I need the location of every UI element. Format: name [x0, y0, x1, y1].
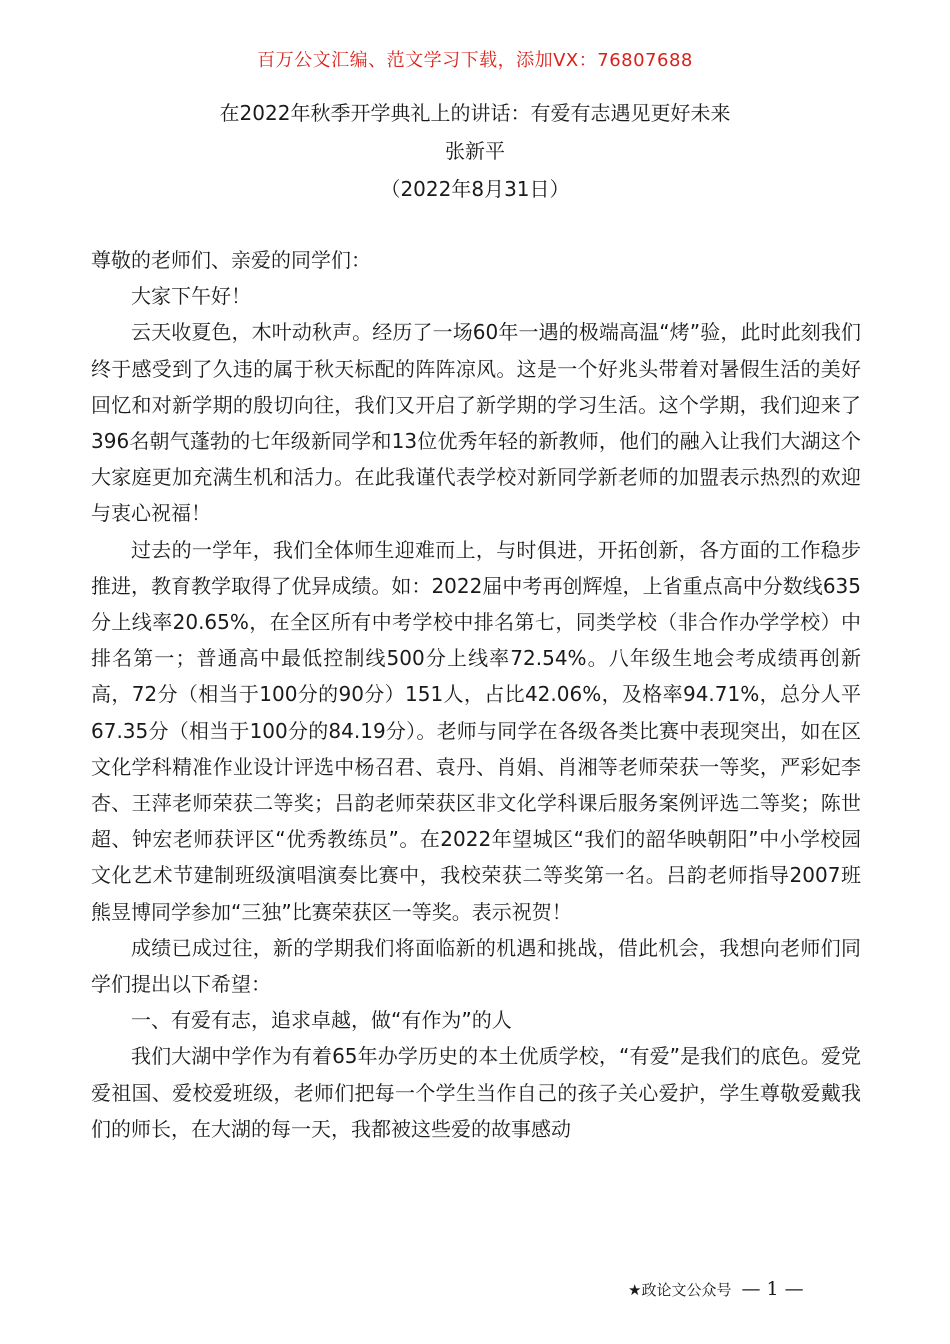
body-text — [91, 242, 861, 1147]
paragraph-transition: 成绩已成过往，新的学期我们将面临新的机遇和挑战，借此机会，我想向老师们同学们提出以下希望： — [91, 935, 861, 997]
author-name: 张新平 — [445, 139, 505, 163]
page-number: — 1 — — [741, 1278, 804, 1300]
section-heading-1: 一、有爱有志，追求卓越，做“有作为”的人 — [131, 1008, 512, 1033]
footer-label: ★政论文公众号 — [628, 1281, 732, 1299]
paragraph-intro: 云天收夏色，木叶动秋声。经历了一场60年一遇的极端高温“烤”验，此时此刻我们终于感受到了久违的属于秋天标配的阵阵凉风。这是一个好兆头带着对暑假生活的美好回忆和对新学期的殷切向往，我们又开启了新学期的学习生活。这个学期，我们迎来了396名朝气蓬勃的七年级新同学和13位优秀年轻的新教师，他们的融入让我们大湖这个大家庭更加充满生机和活力。在此我谨代表学校对新同学新老师的加盟表示热烈的欢迎与衷心祝福！ — [91, 320, 861, 526]
title-block — [0, 96, 950, 210]
paragraph-greeting: 大家下午好！ — [131, 284, 251, 309]
salutation: 尊敬的老师们、亲爱的同学们： — [91, 248, 371, 272]
document-title: 在2022年秋季开学典礼上的讲话：有爱有志遇见更好未来 — [219, 101, 731, 125]
paragraph-section-1: 我们大湖中学作为有着65年办学历史的本土优质学校，“有爱”是我们的底色。爱党爱祖国、爱校爱班级，老师们把每一个学生当作自己的孩子关心爱护，学生尊敬爱戴我们的师长，在大湖的每一天，我都被这些爱的故事感动 — [91, 1044, 861, 1141]
speech-date: （2022年8月31日） — [380, 177, 570, 201]
header-banner: 百万公文汇编、范文学习下载，添加VX：76807688 — [257, 50, 693, 71]
paragraph-achievements: 过去的一学年，我们全体师生迎难而上，与时俱进，开拓创新，各方面的工作稳步推进，教育教学取得了优异成绩。如：2022届中考再创辉煌，上省重点高中分数线635分上线率20.65%，在全区所有中考学校中排名第七，同类学校（非合作办学学校）中排名第一；普通高中最低控制线500分上线率72.54%。八年级生地会考成绩再创新高，72分（相当于100分的90分）151人，占比42.06%，及格率94.71%，总分人平67.35分（相当于100分的84.19分）。老师与同学在各级各类比赛中表现突出，如在区文化学科精准作业设计评选中杨召君、袁丹、肖娟、肖湘等老师荣获一等奖，严彩妃李杏、王萍老师荣获二等奖；吕韵老师荣获区非文化学科课后服务案例评选二等奖；陈世超、钟宏老师获评区“优秀教练员”。在2022年望城区“我们的韶华映朝阳”中小学校园文化艺术节建制班级演唱演奏比赛中，我校荣获二等奖第一名。吕韵老师指导2007班熊昱博同学参加“三独”比赛荣获区一等奖。表示祝贺！ — [91, 537, 861, 924]
page-footer — [628, 1278, 804, 1300]
